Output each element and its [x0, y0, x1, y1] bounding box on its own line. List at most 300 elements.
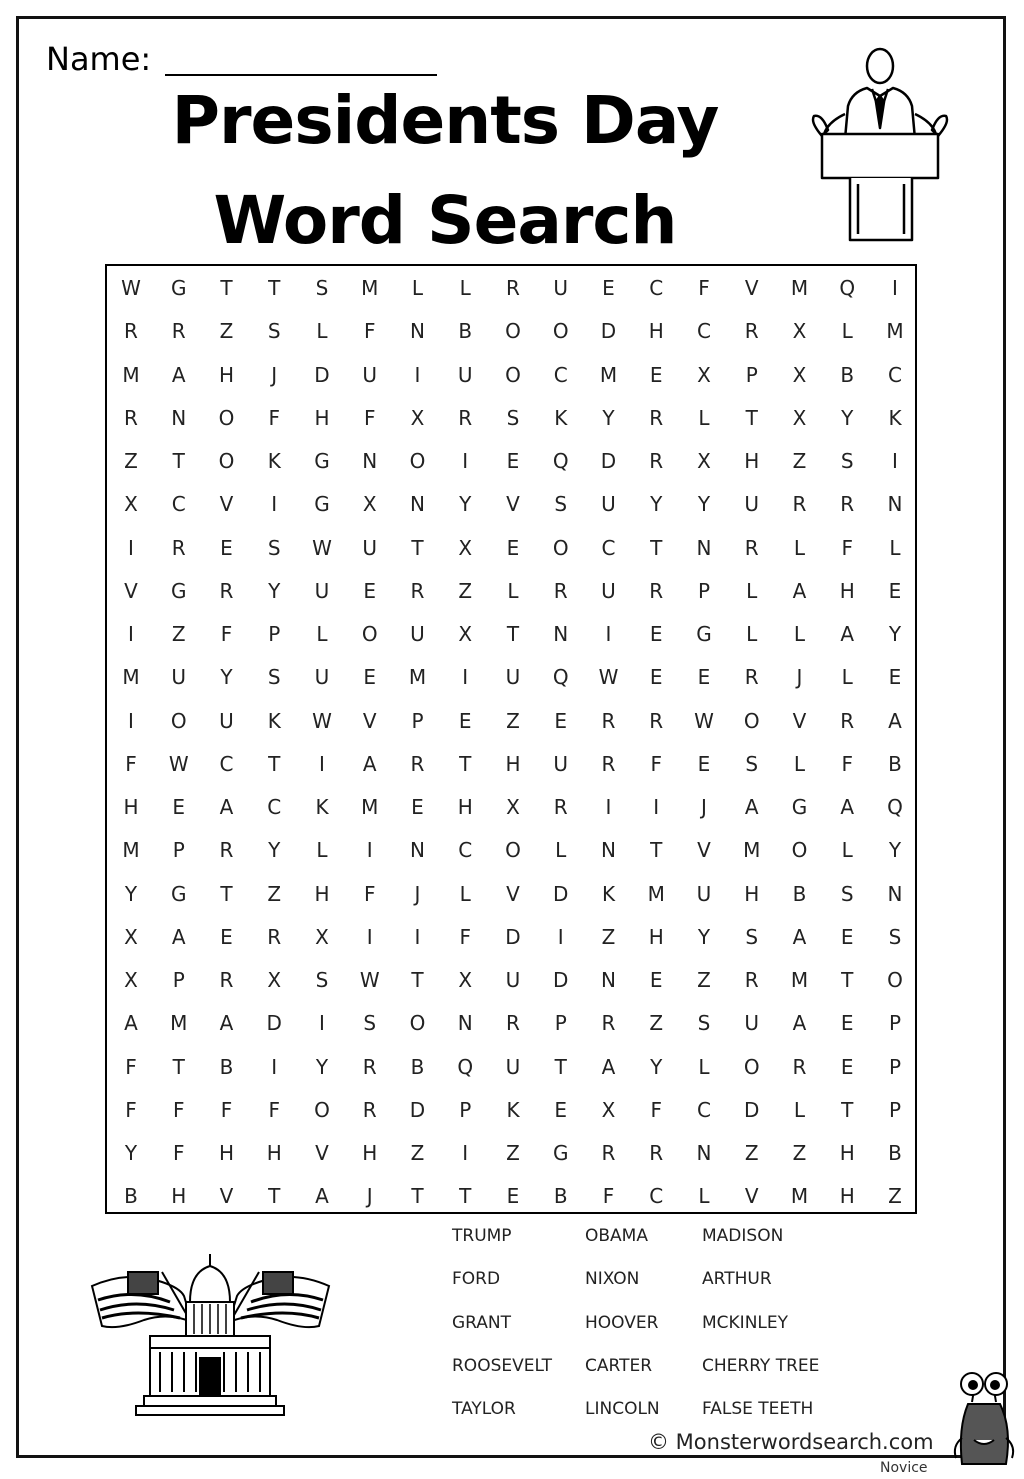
grid-letter[interactable]: D: [266, 1011, 282, 1036]
grid-letter[interactable]: I: [605, 622, 612, 646]
grid-letter[interactable]: H: [218, 1141, 235, 1165]
grid-letter[interactable]: B: [888, 751, 902, 776]
grid-letter[interactable]: V: [219, 1184, 234, 1209]
grid-letter[interactable]: O: [791, 838, 808, 863]
grid-letter[interactable]: P: [459, 1097, 472, 1122]
grid-letter[interactable]: E: [602, 276, 615, 300]
grid-letter[interactable]: R: [601, 1141, 616, 1165]
grid-letter[interactable]: O: [552, 319, 569, 344]
grid-letter[interactable]: X: [792, 319, 807, 344]
grid-letter[interactable]: U: [553, 276, 569, 300]
grid-letter[interactable]: F: [172, 1097, 185, 1122]
grid-letter[interactable]: F: [841, 535, 853, 560]
grid-letter[interactable]: P: [172, 838, 185, 863]
grid-letter[interactable]: E: [363, 578, 377, 603]
grid-letter[interactable]: V: [362, 708, 377, 733]
grid-letter[interactable]: V: [744, 1184, 759, 1209]
grid-letter[interactable]: T: [220, 276, 233, 300]
grid-letter[interactable]: Z: [744, 1141, 759, 1165]
grid-letter[interactable]: R: [792, 492, 807, 517]
grid-letter[interactable]: O: [552, 535, 569, 560]
grid-letter[interactable]: P: [888, 1097, 902, 1122]
grid-letter[interactable]: R: [840, 708, 855, 733]
grid-letter[interactable]: I: [653, 795, 660, 819]
grid-letter[interactable]: E: [411, 795, 424, 819]
grid-letter[interactable]: N: [696, 1141, 712, 1165]
grid-letter[interactable]: S: [315, 968, 329, 992]
grid-letter[interactable]: C: [553, 362, 568, 387]
grid-letter[interactable]: I: [319, 1011, 325, 1036]
grid-letter[interactable]: J: [796, 665, 803, 690]
grid-letter[interactable]: G: [314, 449, 330, 473]
grid-letter[interactable]: L: [746, 622, 758, 646]
grid-letter[interactable]: P: [888, 1011, 902, 1036]
grid-letter[interactable]: T: [506, 622, 520, 646]
grid-letter[interactable]: F: [125, 1097, 137, 1122]
grid-letter[interactable]: E: [888, 578, 902, 603]
grid-letter[interactable]: R: [553, 795, 568, 819]
grid-letter[interactable]: O: [409, 1011, 426, 1036]
grid-letter[interactable]: C: [888, 362, 902, 387]
grid-letter[interactable]: Q: [839, 276, 856, 300]
grid-letter[interactable]: H: [362, 1141, 378, 1165]
grid-letter[interactable]: D: [744, 1097, 760, 1122]
grid-letter[interactable]: R: [601, 708, 616, 733]
grid-letter[interactable]: L: [889, 535, 901, 560]
grid-letter[interactable]: O: [314, 1097, 330, 1122]
grid-letter[interactable]: U: [362, 535, 378, 560]
grid-letter[interactable]: O: [170, 708, 187, 733]
grid-letter[interactable]: S: [745, 924, 759, 949]
grid-letter[interactable]: Z: [506, 1141, 520, 1165]
grid-letter[interactable]: P: [745, 362, 758, 387]
grid-letter[interactable]: Q: [552, 665, 569, 690]
grid-letter[interactable]: R: [219, 838, 234, 863]
grid-letter[interactable]: S: [697, 1011, 711, 1036]
grid-letter[interactable]: L: [793, 535, 806, 560]
grid-letter[interactable]: X: [506, 795, 520, 819]
grid-letter[interactable]: R: [410, 751, 425, 776]
grid-letter[interactable]: S: [506, 405, 520, 430]
grid-letter[interactable]: A: [219, 1011, 234, 1036]
grid-letter[interactable]: E: [363, 665, 377, 690]
grid-letter[interactable]: L: [793, 622, 806, 646]
name-input-line[interactable]: [165, 74, 437, 76]
grid-letter[interactable]: A: [601, 1054, 616, 1079]
grid-letter[interactable]: Y: [697, 492, 711, 517]
grid-letter[interactable]: I: [128, 622, 134, 646]
grid-letter[interactable]: M: [122, 665, 140, 690]
grid-letter[interactable]: R: [124, 319, 138, 344]
grid-letter[interactable]: Y: [650, 492, 663, 517]
grid-letter[interactable]: I: [366, 924, 373, 949]
grid-letter[interactable]: J: [701, 795, 707, 819]
grid-letter[interactable]: Z: [219, 319, 234, 344]
grid-letter[interactable]: H: [839, 1141, 855, 1165]
grid-letter[interactable]: Q: [457, 1054, 474, 1079]
grid-letter[interactable]: S: [745, 751, 759, 776]
grid-letter[interactable]: C: [171, 492, 186, 517]
grid-letter[interactable]: Z: [410, 1141, 425, 1165]
grid-letter[interactable]: R: [219, 578, 234, 603]
grid-letter[interactable]: T: [841, 1097, 854, 1122]
grid-letter[interactable]: U: [219, 708, 234, 733]
grid-letter[interactable]: H: [171, 1184, 187, 1209]
grid-letter[interactable]: A: [171, 924, 186, 949]
grid-letter[interactable]: L: [555, 838, 567, 863]
grid-letter[interactable]: B: [219, 1054, 234, 1079]
grid-letter[interactable]: K: [267, 449, 281, 473]
grid-letter[interactable]: C: [267, 795, 282, 819]
grid-letter[interactable]: E: [649, 622, 663, 646]
grid-letter[interactable]: H: [314, 881, 330, 906]
grid-letter[interactable]: H: [744, 881, 760, 906]
grid-letter[interactable]: D: [553, 968, 569, 992]
grid-letter[interactable]: K: [554, 405, 568, 430]
grid-letter[interactable]: L: [411, 276, 424, 300]
grid-letter[interactable]: R: [649, 578, 664, 603]
grid-letter[interactable]: A: [792, 1011, 807, 1036]
grid-letter[interactable]: M: [743, 838, 761, 863]
grid-letter[interactable]: M: [599, 362, 618, 387]
grid-letter[interactable]: T: [411, 535, 424, 560]
grid-letter[interactable]: K: [888, 405, 902, 430]
grid-letter[interactable]: X: [124, 968, 138, 992]
grid-letter[interactable]: E: [697, 751, 711, 776]
grid-letter[interactable]: X: [601, 1097, 616, 1122]
grid-letter[interactable]: X: [697, 449, 711, 473]
grid-letter[interactable]: W: [312, 535, 332, 560]
grid-letter[interactable]: H: [648, 319, 664, 344]
grid-letter[interactable]: N: [171, 405, 187, 430]
grid-letter[interactable]: R: [506, 1011, 520, 1036]
grid-letter[interactable]: Y: [124, 1141, 138, 1165]
grid-letter[interactable]: H: [218, 362, 235, 387]
grid-letter[interactable]: V: [744, 276, 759, 300]
grid-letter[interactable]: N: [410, 319, 425, 344]
grid-letter[interactable]: L: [698, 1184, 710, 1209]
grid-letter[interactable]: F: [363, 881, 376, 906]
grid-letter[interactable]: K: [506, 1097, 520, 1122]
grid-letter[interactable]: Z: [458, 578, 473, 603]
grid-letter[interactable]: Z: [124, 449, 138, 473]
grid-letter[interactable]: L: [793, 1097, 806, 1122]
grid-letter[interactable]: X: [267, 968, 282, 992]
grid-letter[interactable]: I: [128, 708, 134, 733]
grid-letter[interactable]: Y: [124, 881, 138, 906]
grid-letter[interactable]: T: [411, 968, 424, 992]
grid-letter[interactable]: R: [553, 578, 568, 603]
grid-letter[interactable]: G: [696, 622, 712, 646]
grid-letter[interactable]: I: [414, 362, 421, 387]
grid-letter[interactable]: S: [840, 449, 854, 473]
grid-letter[interactable]: L: [841, 665, 853, 690]
grid-letter[interactable]: S: [888, 924, 902, 949]
grid-letter[interactable]: G: [791, 795, 808, 819]
grid-letter[interactable]: U: [362, 362, 378, 387]
grid-letter[interactable]: E: [458, 708, 472, 733]
grid-letter[interactable]: R: [744, 968, 759, 992]
grid-letter[interactable]: J: [414, 881, 421, 906]
grid-letter[interactable]: E: [649, 665, 663, 690]
grid-letter[interactable]: X: [792, 405, 807, 430]
grid-letter[interactable]: M: [408, 665, 427, 690]
grid-letter[interactable]: Y: [697, 924, 711, 949]
grid-letter[interactable]: B: [553, 1184, 568, 1209]
grid-letter[interactable]: V: [315, 1141, 329, 1165]
grid-letter[interactable]: R: [362, 1054, 377, 1079]
grid-letter[interactable]: F: [363, 319, 376, 344]
grid-letter[interactable]: F: [172, 1141, 185, 1165]
grid-letter[interactable]: R: [410, 578, 425, 603]
grid-letter[interactable]: P: [411, 708, 424, 733]
grid-letter[interactable]: A: [744, 795, 759, 819]
grid-letter[interactable]: O: [743, 1054, 760, 1079]
grid-letter[interactable]: Y: [602, 405, 615, 430]
grid-letter[interactable]: I: [271, 1054, 278, 1079]
grid-letter[interactable]: E: [840, 924, 854, 949]
grid-letter[interactable]: T: [172, 1054, 185, 1079]
grid-letter[interactable]: C: [458, 838, 473, 863]
grid-letter[interactable]: U: [457, 362, 473, 387]
grid-letter[interactable]: G: [171, 276, 187, 300]
grid-letter[interactable]: O: [743, 708, 760, 733]
grid-letter[interactable]: U: [505, 1054, 521, 1079]
grid-letter[interactable]: I: [319, 751, 325, 776]
grid-letter[interactable]: B: [840, 362, 855, 387]
grid-letter[interactable]: F: [220, 622, 233, 646]
grid-letter[interactable]: Q: [887, 795, 903, 819]
grid-letter[interactable]: Z: [601, 924, 616, 949]
grid-letter[interactable]: A: [219, 795, 234, 819]
grid-letter[interactable]: V: [697, 838, 711, 863]
grid-letter[interactable]: H: [457, 795, 473, 819]
grid-letter[interactable]: W: [598, 665, 619, 690]
grid-letter[interactable]: C: [649, 1184, 664, 1209]
grid-letter[interactable]: H: [314, 405, 330, 430]
grid-letter[interactable]: E: [649, 968, 663, 992]
grid-letter[interactable]: M: [647, 881, 665, 906]
grid-letter[interactable]: W: [359, 968, 380, 992]
grid-letter[interactable]: Y: [268, 838, 281, 863]
grid-letter[interactable]: N: [887, 881, 903, 906]
grid-letter[interactable]: E: [506, 535, 520, 560]
grid-letter[interactable]: U: [601, 578, 616, 603]
grid-letter[interactable]: I: [128, 535, 134, 560]
grid-letter[interactable]: H: [648, 924, 664, 949]
grid-letter[interactable]: R: [267, 924, 282, 949]
grid-letter[interactable]: E: [554, 708, 568, 733]
grid-letter[interactable]: K: [267, 708, 281, 733]
grid-letter[interactable]: U: [505, 968, 521, 992]
grid-letter[interactable]: A: [888, 708, 902, 733]
grid-letter[interactable]: R: [219, 968, 234, 992]
grid-letter[interactable]: E: [840, 1054, 854, 1079]
grid-letter[interactable]: O: [218, 405, 235, 430]
grid-letter[interactable]: R: [458, 405, 473, 430]
grid-letter[interactable]: M: [790, 276, 809, 300]
grid-letter[interactable]: L: [793, 751, 806, 776]
grid-letter[interactable]: M: [790, 1184, 809, 1209]
grid-letter[interactable]: T: [459, 1184, 472, 1209]
grid-letter[interactable]: L: [459, 276, 471, 300]
grid-letter[interactable]: M: [361, 795, 379, 819]
grid-letter[interactable]: I: [892, 449, 898, 473]
grid-letter[interactable]: T: [268, 1184, 281, 1209]
grid-letter[interactable]: T: [650, 535, 663, 560]
grid-letter[interactable]: I: [366, 838, 373, 863]
grid-letter[interactable]: M: [790, 968, 809, 992]
grid-letter[interactable]: L: [316, 319, 328, 344]
grid-letter[interactable]: I: [462, 449, 469, 473]
grid-letter[interactable]: Z: [267, 881, 282, 906]
grid-letter[interactable]: U: [314, 578, 330, 603]
grid-letter[interactable]: R: [124, 405, 138, 430]
grid-letter[interactable]: A: [362, 751, 377, 776]
grid-letter[interactable]: W: [168, 751, 189, 776]
grid-letter[interactable]: Y: [268, 578, 281, 603]
grid-letter[interactable]: F: [698, 276, 710, 300]
grid-letter[interactable]: F: [125, 751, 137, 776]
grid-letter[interactable]: D: [553, 881, 569, 906]
grid-letter[interactable]: F: [841, 751, 853, 776]
grid-letter[interactable]: B: [792, 881, 807, 906]
grid-letter[interactable]: A: [840, 795, 855, 819]
grid-letter[interactable]: L: [746, 578, 758, 603]
grid-letter[interactable]: W: [694, 708, 714, 733]
grid-letter[interactable]: R: [744, 665, 759, 690]
grid-letter[interactable]: O: [505, 319, 521, 344]
grid-letter[interactable]: F: [459, 924, 471, 949]
grid-letter[interactable]: F: [602, 1184, 615, 1209]
grid-letter[interactable]: E: [840, 1011, 854, 1036]
grid-letter[interactable]: G: [314, 492, 330, 517]
grid-letter[interactable]: U: [171, 665, 187, 690]
grid-letter[interactable]: J: [271, 362, 278, 387]
grid-letter[interactable]: N: [362, 449, 378, 473]
grid-letter[interactable]: X: [315, 924, 329, 949]
grid-letter[interactable]: E: [220, 924, 233, 949]
grid-letter[interactable]: V: [219, 492, 234, 517]
grid-letter[interactable]: F: [268, 1097, 280, 1122]
grid-letter[interactable]: S: [267, 665, 281, 690]
grid-letter[interactable]: M: [170, 1011, 188, 1036]
grid-letter[interactable]: Q: [552, 449, 569, 473]
grid-letter[interactable]: T: [268, 276, 281, 300]
grid-letter[interactable]: F: [125, 1054, 137, 1079]
grid-letter[interactable]: Y: [459, 492, 472, 517]
grid-letter[interactable]: Z: [792, 1141, 807, 1165]
grid-letter[interactable]: I: [462, 1141, 469, 1165]
grid-letter[interactable]: S: [840, 881, 854, 906]
grid-letter[interactable]: C: [649, 276, 664, 300]
grid-letter[interactable]: U: [601, 492, 616, 517]
grid-letter[interactable]: R: [506, 276, 520, 300]
grid-letter[interactable]: X: [124, 924, 138, 949]
grid-letter[interactable]: V: [124, 578, 138, 603]
grid-letter[interactable]: C: [697, 1097, 711, 1122]
grid-letter[interactable]: T: [268, 751, 281, 776]
grid-letter[interactable]: R: [171, 319, 186, 344]
grid-letter[interactable]: B: [458, 319, 473, 344]
grid-letter[interactable]: R: [649, 1141, 664, 1165]
grid-letter[interactable]: Y: [888, 622, 902, 646]
grid-letter[interactable]: B: [124, 1184, 138, 1209]
grid-letter[interactable]: P: [554, 1011, 567, 1036]
grid-letter[interactable]: O: [887, 968, 903, 992]
grid-letter[interactable]: N: [696, 535, 712, 560]
grid-letter[interactable]: X: [458, 622, 473, 646]
grid-letter[interactable]: U: [553, 751, 569, 776]
grid-letter[interactable]: H: [744, 449, 760, 473]
grid-letter[interactable]: C: [601, 535, 616, 560]
grid-letter[interactable]: I: [605, 795, 612, 819]
grid-letter[interactable]: D: [314, 362, 330, 387]
grid-letter[interactable]: A: [792, 924, 807, 949]
grid-letter[interactable]: H: [839, 578, 855, 603]
grid-letter[interactable]: W: [121, 276, 141, 300]
grid-letter[interactable]: P: [268, 622, 281, 646]
grid-letter[interactable]: G: [553, 1141, 569, 1165]
grid-letter[interactable]: V: [506, 492, 520, 517]
grid-letter[interactable]: T: [554, 1054, 567, 1079]
grid-letter[interactable]: X: [410, 405, 425, 430]
grid-letter[interactable]: R: [649, 405, 664, 430]
grid-letter[interactable]: G: [171, 578, 187, 603]
grid-letter[interactable]: S: [267, 319, 281, 344]
grid-letter[interactable]: E: [554, 1097, 568, 1122]
grid-letter[interactable]: R: [649, 708, 664, 733]
grid-letter[interactable]: T: [220, 881, 233, 906]
grid-letter[interactable]: M: [122, 838, 140, 863]
grid-letter[interactable]: T: [411, 1184, 424, 1209]
grid-letter[interactable]: Y: [841, 405, 854, 430]
grid-letter[interactable]: F: [220, 1097, 233, 1122]
grid-letter[interactable]: C: [697, 319, 711, 344]
grid-letter[interactable]: B: [888, 1141, 902, 1165]
grid-letter[interactable]: E: [506, 449, 520, 473]
grid-letter[interactable]: F: [650, 751, 662, 776]
grid-letter[interactable]: I: [557, 924, 564, 949]
grid-letter[interactable]: S: [315, 276, 329, 300]
grid-letter[interactable]: N: [410, 492, 425, 517]
grid-letter[interactable]: F: [363, 405, 376, 430]
grid-letter[interactable]: R: [362, 1097, 377, 1122]
grid-letter[interactable]: T: [459, 751, 472, 776]
grid-letter[interactable]: H: [123, 795, 139, 819]
grid-letter[interactable]: R: [171, 535, 186, 560]
grid-letter[interactable]: R: [649, 449, 664, 473]
grid-letter[interactable]: Z: [171, 622, 186, 646]
grid-letter[interactable]: X: [697, 362, 711, 387]
grid-letter[interactable]: J: [366, 1184, 373, 1209]
grid-letter[interactable]: D: [600, 319, 617, 344]
grid-letter[interactable]: K: [315, 795, 329, 819]
grid-letter[interactable]: A: [171, 362, 186, 387]
grid-letter[interactable]: X: [124, 492, 138, 517]
grid-letter[interactable]: X: [362, 492, 377, 517]
grid-letter[interactable]: M: [361, 276, 379, 300]
grid-letter[interactable]: N: [601, 838, 616, 863]
grid-letter[interactable]: F: [268, 405, 280, 430]
grid-letter[interactable]: U: [744, 1011, 760, 1036]
grid-letter[interactable]: O: [505, 838, 521, 863]
grid-letter[interactable]: E: [506, 1184, 520, 1209]
grid-letter[interactable]: G: [171, 881, 187, 906]
grid-letter[interactable]: L: [459, 881, 471, 906]
grid-letter[interactable]: O: [218, 449, 235, 473]
grid-letter[interactable]: P: [172, 968, 185, 992]
